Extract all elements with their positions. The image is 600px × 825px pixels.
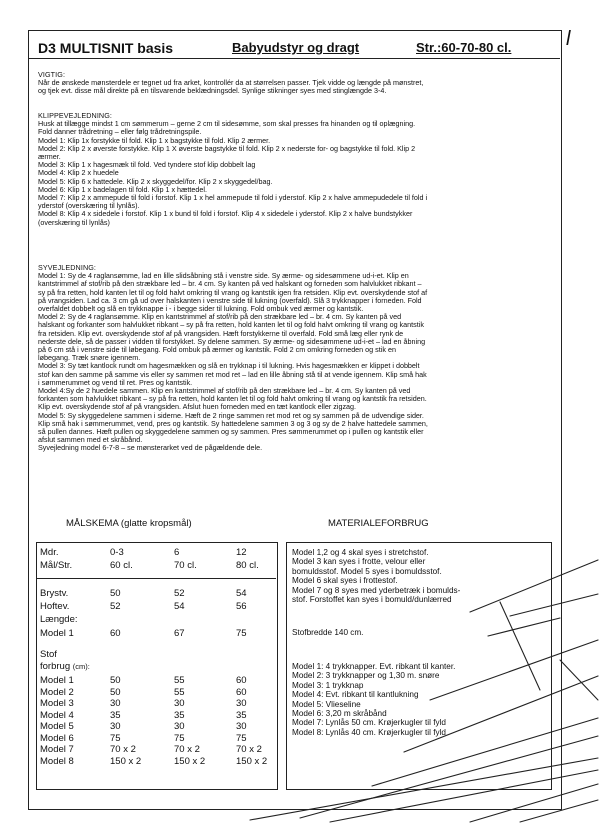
important-heading: VIGTIG: [38, 70, 66, 79]
cutting-guide-section [38, 112, 552, 227]
table-cell: 30 [236, 721, 247, 732]
text-line: Model 1: Sy de 4 raglansømme, lad en lille slidsåbning stå i venstre side. Sy ærme- og sidesømmene ud-i-et. Klip en [38, 271, 409, 281]
table-cell: 0-3 [110, 547, 124, 558]
table-cell: 55 [174, 675, 185, 686]
table-cell: 70 x 2 [110, 744, 136, 755]
text-line: bomuldsstof. Model 5 syes i bomuldsstof. [292, 566, 442, 576]
table-cell: 55 [174, 686, 185, 698]
text-line: i sømmerummet og vend til ret. Pres og kantstik. [38, 377, 193, 387]
text-line: nederste dele, så de passer i vidden til forstykket. Sy delene sammen. Sy ærme- og sidesømmene ud-i-et – lad en åbning [38, 336, 426, 346]
text-line: Model 6: Klip 1 x badelagen til fold. Klip 1 x hættedel. [38, 184, 208, 194]
row-label: Model 3 [40, 698, 74, 709]
table-cell: 50 [110, 588, 121, 599]
text-line: ærmer. [38, 152, 61, 162]
text-line: afslut sammen med et skråbånd. [38, 435, 143, 445]
table-cell: 60 cl. [110, 560, 133, 571]
measure-table-title: MÅLSKEMA (glatte kropsmål) [66, 518, 192, 529]
row-label: Model 6 [40, 732, 74, 744]
text-line: Model 3: Klip 1 x hagesmæk til fold. Ved tyndere stof klip dobbelt lag [38, 160, 256, 170]
text-line: Model 4: Klip 2 x huedele [38, 168, 119, 178]
table-cell: 150 x 2 [236, 755, 268, 767]
text-line: Model 5: Vlieseline [292, 699, 361, 709]
table-cell: 6 [174, 547, 180, 558]
text-line: Model 3 kan syes i frotte, velour eller [292, 557, 426, 567]
text-line: løbegang. Træk snøre igennem. [38, 353, 141, 363]
text-line: Model 2: Sy de 4 raglansømme. Klip en kantstrimmel af stof/rib på den strækbare led – br. 4 cm. Sy kanten på ved [38, 312, 402, 322]
text-line: Model 3: 1 trykknap [292, 680, 364, 690]
text-line: Model 2: Klip 2 x øverste forstykke. Klip 1 X øverste bagstykke til fold. Klip 2 x nederste for- og bagstykke til fold. Klip 2 [38, 143, 416, 153]
cutting-guide-lines [38, 120, 552, 227]
text-line: (overskæring til lynlås) [38, 217, 110, 227]
row-label: Model 7 [40, 744, 74, 755]
row-label: Model 5 [40, 721, 74, 732]
important-section [38, 71, 552, 96]
text-line: yderstof (overskæring til lynlås). [38, 201, 140, 211]
fabric-width: Stofbredde 140 cm. [292, 628, 364, 637]
row-label: Model 1 [40, 628, 74, 639]
important-lines [38, 79, 552, 95]
table-cell: 60 [236, 686, 247, 698]
text-line: Klip evt. overskydende stof af på vrangsiden. Afslut huen forneden med en tæt kantlock eller zigzag. [38, 402, 357, 412]
table-cell: 150 x 2 [174, 755, 206, 767]
materials-fabric-notes [292, 548, 548, 604]
text-line: på vrangsiden. Lad ca. 3 cm gå ud over halskanten i venstre side til lukning (overfald). Slå 3 trykknapper i forneden. Fold [38, 295, 422, 305]
text-line: Model 7 og 8 syes med yderbetræk i bomulds- [292, 585, 461, 595]
text-line: Model 4:Sy de 2 huedele sammen. Klip en kantstrimmel af stof/rib på den strækbare led – br. 4 cm. Sy kanten på ved [38, 386, 411, 396]
table-cell: 35 [110, 709, 121, 721]
table-cell: 52 [110, 601, 121, 612]
table-cell: 35 [174, 709, 185, 721]
text-line: så pullen dannes. Hæft pullen og skyggedelene sammen og sy sammen. Pres sømmerummet op i pullen og kantstik eller [38, 427, 424, 437]
text-line: Model 6 skal syes i frottestof. [292, 576, 398, 586]
materials-title: MATERIALEFORBRUG [328, 518, 429, 529]
table-cell: 50 [110, 675, 121, 686]
table-cell: 30 [174, 698, 185, 709]
row-label: Brystv. [40, 588, 69, 599]
text-line: Model 8: Klip 4 x sidedele i forstof. Klip 1 x bund til fold i forstof. Klip 4 x sidedele i yderstof. Klip 2 x halve bundstykker [38, 209, 413, 219]
row-label: Mål/Str. [40, 560, 73, 571]
text-line: Model 2: 3 trykknapper og 1,30 m. snøre [292, 671, 440, 681]
table-cell: 54 [174, 601, 185, 612]
text-line: stof. Forstoffet kan syes i bomuld/dunlærred [292, 595, 452, 605]
row-label: Model 1 [40, 675, 74, 686]
text-line: Model 6: 3,20 m skråbånd [292, 709, 387, 719]
text-line: stof kan den samme på samme vis eller sy sammen ret mod ret – lad en lille åbning stå til at vende igennem. Klip små hak [38, 369, 427, 379]
text-line: Når de ønskede mønsterdele er tegnet ud fra arket, kontrollér da at størrelsen passer. Tjek vidde og længde på mønstret, [38, 78, 424, 88]
table-cell: 30 [174, 721, 185, 732]
table-cell: 60 [110, 628, 121, 639]
row-label: Stof [40, 649, 57, 660]
measure-table-header-rule [36, 578, 276, 579]
text-line: Model 1: 4 trykknapper. Evt. ribkant til kanter. [292, 662, 456, 671]
pattern-sizes: Str.:60-70-80 cl. [416, 40, 512, 55]
pattern-title: Babyudstyr og dragt [232, 40, 360, 55]
text-line: på 6 cm stå i venstre side til løbegang. Fold ombuk på ærmer og kantstik. Fold 2 cm omkring forneden og stik en [38, 345, 396, 355]
table-cell: 30 [110, 721, 121, 732]
table-cell: 50 [110, 686, 121, 698]
text-line: sy på fra retten, hold kanten let til og fold halvt omkring til vrang og kantstik igen fra retsiden. Klip evt. overskydende stof af [38, 287, 428, 297]
sewing-guide-heading: SYVEJLEDNING: [38, 263, 97, 272]
row-label: Model 4 [40, 709, 74, 721]
sewing-guide-lines [38, 272, 552, 452]
table-cell: 80 cl. [236, 560, 259, 571]
text-line: Model 5: Sy skyggedelene sammen i siderne. Hæft de 2 ringe sammen ret mod ret og sy sammen på de udvendige sider. [38, 410, 424, 420]
text-line: Model 1: Klip 1x forstykke til fold. Klip 1 x bagstykke til fold. Klip 2 ærmer. [38, 135, 271, 145]
table-cell: 30 [236, 698, 247, 709]
text-line: Fold danner trådretning – eller følg trådretningspile. [38, 127, 202, 137]
table-cell: 30 [110, 698, 121, 709]
cutting-guide-heading: KLIPPEVEJLEDNING: [38, 111, 112, 120]
table-cell: 75 [174, 732, 185, 744]
forbrug-word: forbrug [40, 661, 71, 672]
row-label [40, 661, 90, 672]
table-cell: 70 cl. [174, 560, 197, 571]
row-label: Model 8 [40, 755, 74, 767]
text-line: Model 3: Sy tæt kantlock rundt om hagesmækken og slå en trykknap i til lukning. Hvis hagesmækken er klippet i dobbelt [38, 361, 420, 371]
table-cell: 60 [236, 675, 247, 686]
table-cell: 75 [110, 732, 121, 744]
row-label: Hoftev. [40, 601, 70, 612]
row-label: Længde: [40, 614, 78, 625]
row-label: Model 2 [40, 686, 74, 698]
table-cell: 35 [236, 709, 247, 721]
materials-notions-list [292, 662, 548, 737]
forbrug-unit: (cm): [72, 662, 90, 671]
row-label: Mdr. [40, 547, 59, 558]
header-divider [28, 58, 560, 59]
sewing-guide-section [38, 264, 552, 453]
pattern-code: D3 MULTISNIT basis [38, 40, 174, 56]
text-line: Model 4: Evt. ribkant til kantlukning [292, 690, 419, 700]
text-line: forkanten som halvlukket ribkant – sy på fra retten, hold kanten let til og fold halvt omkring til vrang og kantstik fra retsiden. [38, 394, 427, 404]
table-cell: 70 x 2 [174, 744, 200, 755]
text-line: og tjek evt. disse mål direkte på en tilsvarende beklædningsdel. Synlige stikninger syes med stinglængde 3-4. [38, 86, 387, 96]
table-cell: 54 [236, 588, 247, 599]
text-line: Husk at tillægge mindst 1 cm sømmerum – gerne 2 cm til sidesømme, som skal presses fra hinanden og til oplægning. [38, 119, 416, 129]
text-line: kantstrimmel af stof/rib på den strækbare led – br. 4 cm. Sy kanten på ved halskant og forneden som halvlukket ribkant – [38, 279, 422, 289]
text-line: Model 8: Lynlås 40 cm. Krøjerkugler til fyld [292, 727, 446, 737]
table-cell: 75 [236, 628, 247, 639]
text-line: Model 7: Klip 2 x ammepude til fold i forstof. Klip 1 x hel ammepude til fold i yderstof. Klip 2 x halve ammepudedele til fold i [38, 193, 428, 203]
table-cell: 75 [236, 732, 247, 744]
text-line: halskant og forkanter som halvlukket ribkant – sy på fra retten, hold kanten let til og fold halvt omkring til vrang og kantstik [38, 320, 424, 330]
table-cell: 56 [236, 601, 247, 612]
text-line: Model 5: Klip 6 x hattedele. Klip 2 x skyggedel/for. Klip 2 x skyggedel/bag. [38, 176, 273, 186]
text-line: fra retsiden. Klip evt. overskydende stof af på vrangsiden. Hæft forstykkerne til overfald. Fold små læg eller rynk de [38, 328, 404, 338]
margin-pen-mark: l [566, 28, 571, 50]
table-cell: 150 x 2 [110, 755, 142, 767]
text-line: Klip små hak i sømmerummet, vend, pres og kantstik. Sy hattedelene sammen 3 og 3 og sy de 2 halve hattedele sammen, [38, 418, 428, 428]
text-line: Model 1,2 og 4 skal syes i stretchstof. [292, 548, 429, 557]
text-line: Model 7: Lynlås 50 cm. Krøjerkugler til fyld [292, 718, 446, 728]
table-cell: 67 [174, 628, 185, 639]
text-line: Syvejledning model 6-7-8 – se mønsterarket ved de pågældende dele. [38, 443, 263, 453]
table-cell: 52 [174, 588, 185, 599]
text-line: overfaldet dobbelt og slå en trykknappe i - i begge sider til lukning. Fold ombuk ved ærmer og kantstik. [38, 304, 364, 314]
table-cell: 12 [236, 547, 247, 558]
table-cell: 70 x 2 [236, 744, 262, 755]
